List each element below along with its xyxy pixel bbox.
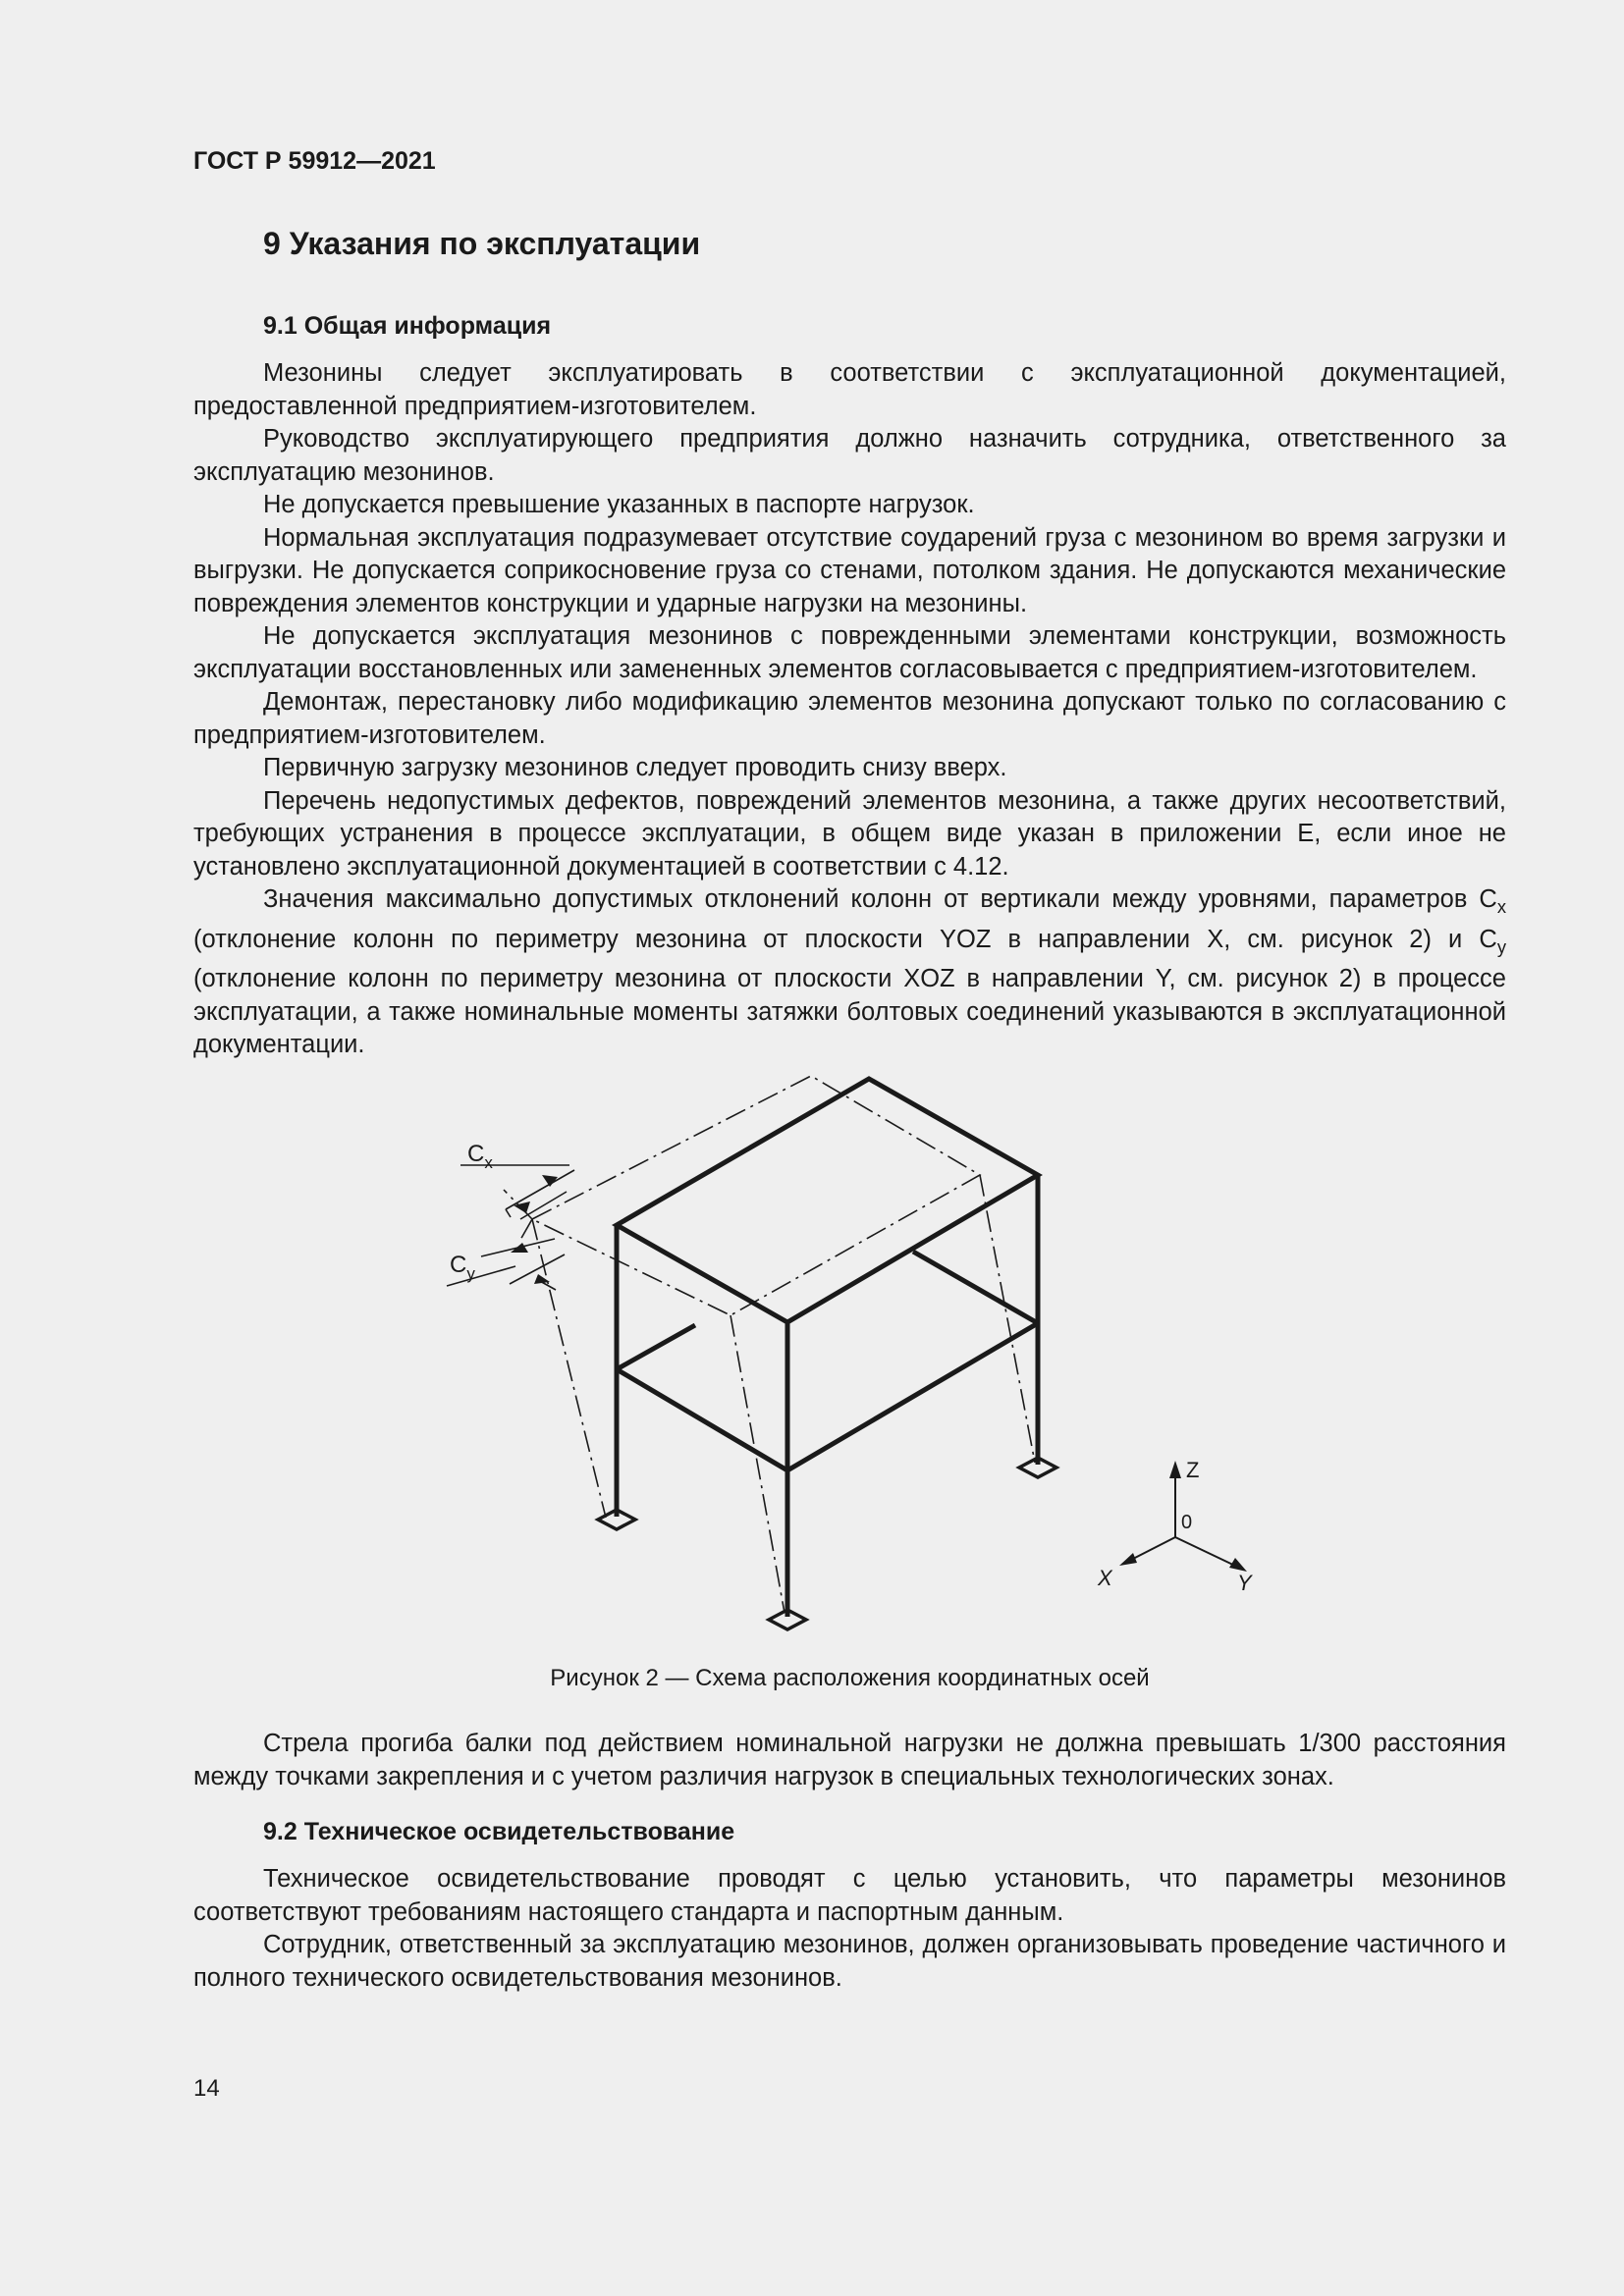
paragraph: Стрела прогиба балки под действием номинальной нагрузки не должна превышать 1/300 расстояния между точками закрепления и с учетом различия нагрузок в специальных технологических зонах. xyxy=(193,1730,1506,1790)
subscript-x: x xyxy=(1496,896,1506,918)
axis-label-x: X xyxy=(1098,1566,1112,1590)
subscript-y: y xyxy=(1496,935,1506,957)
paragraph: Перечень недопустимых дефектов, повреждений элементов мезонина, а также других несоответствий, требующих устранения в процессе эксплуатации, в общем виде указан в приложении Е, если иное не установлено эксплуатационной документацией в соответствии с 4.12. xyxy=(193,786,1506,881)
after-figure-text xyxy=(193,1728,1506,1793)
section-title: 9 Указания по эксплуатации xyxy=(263,226,701,261)
paragraph: Не допускается превышение указанных в паспорте нагрузок. xyxy=(263,491,975,518)
paragraph: Техническое освидетельствование проводят с целью установить, что параметры мезонинов соответствуют требованиям настоящего стандарта и паспортным данным. xyxy=(193,1865,1506,1926)
paragraph: Нормальная эксплуатация подразумевает отсутствие соударений груза с мезонином во время загрузки и выгрузки. Не допускается соприкосновение груза со стенами, потолком здания. Не допускаются механические повреждения элементов конструкции и ударные нагрузки на мезонины. xyxy=(193,523,1506,617)
subsection-title-9-1: 9.1 Общая информация xyxy=(263,312,552,340)
paragraph: Руководство эксплуатирующего предприятия должно назначить сотрудника, ответственного за эксплуатацию мезонинов. xyxy=(193,425,1506,486)
section-9-2-body xyxy=(193,1863,1506,1995)
text-run: Значения максимально допустимых отклонений колонн от вертикали между уровнями, параметров С xyxy=(263,885,1497,913)
label-cx: $C_x$ xyxy=(467,1141,493,1172)
paragraph: Мезонины следует эксплуатировать в соответствии с эксплуатационной документацией, предоставленной предприятием-изготовителем. xyxy=(193,359,1506,420)
text-run: (отклонение колонн по периметру мезонина от плоскости YOZ в направлении X, см. рисунок 2) и С xyxy=(193,925,1497,953)
label-cy: $C_y$ xyxy=(450,1252,475,1283)
base-plates xyxy=(598,1458,1056,1629)
mezzanine-frame xyxy=(617,1079,1038,1617)
paragraph: Не допускается эксплуатация мезонинов с поврежденными элементами конструкции, возможность эксплуатации восстановленных или замененных элементов согласовывается с предприятием-изготовителем. xyxy=(193,622,1506,683)
axis-label-origin: 0 xyxy=(1181,1512,1193,1533)
paragraph: Сотрудник, ответственный за эксплуатацию мезонинов, должен организовывать проведение частичного и полного технического освидетельствования мезонинов. xyxy=(193,1931,1506,1992)
subsection-title-9-2: 9.2 Техническое освидетельствование xyxy=(263,1818,735,1845)
axis-label-y: Y xyxy=(1237,1571,1252,1595)
reference-lines xyxy=(504,1076,1035,1613)
page-number: 14 xyxy=(193,2075,220,2102)
paragraph: Первичную загрузку мезонинов следует проводить снизу вверх. xyxy=(263,754,1007,781)
document-code: ГОСТ Р 59912—2021 xyxy=(193,147,436,175)
text-run: (отклонение колонн по периметру мезонина от плоскости XOZ в направлении Y, см. рисунок 2) в процессе эксплуатации, а также номинальные моменты затяжки болтовых соединений указываются в эксплуатационной документации. xyxy=(193,965,1506,1059)
figure-caption: Рисунок 2 — Схема расположения координатных осей xyxy=(550,1665,1150,1691)
axis-label-z: Z xyxy=(1186,1458,1200,1482)
paragraph: Демонтаж, перестановку либо модификацию элементов мезонина допускают только по согласованию с предприятием-изготовителем. xyxy=(193,688,1506,749)
